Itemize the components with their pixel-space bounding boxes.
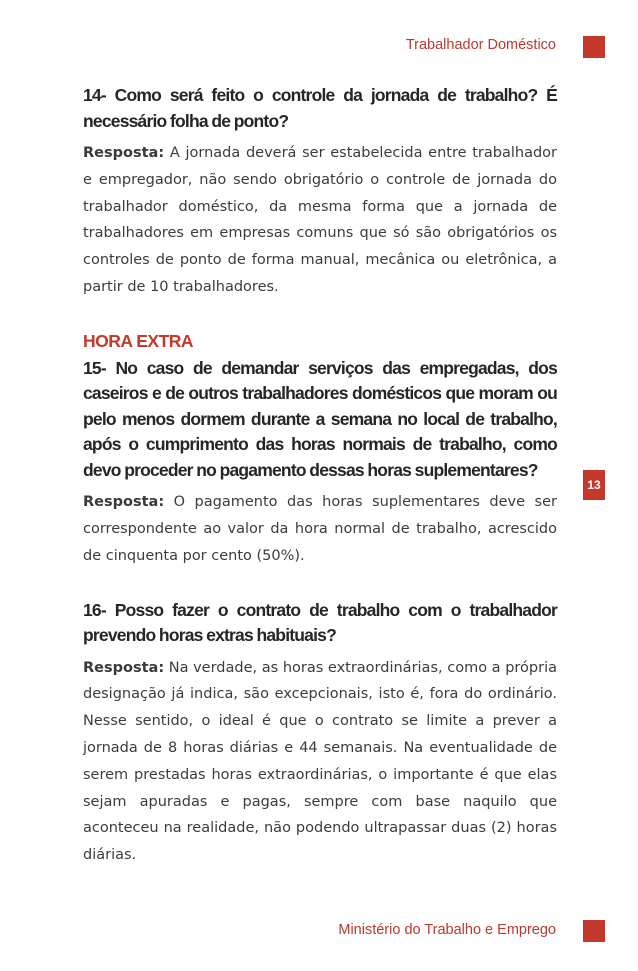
answer-label: Resposta: — [83, 145, 165, 161]
section-title: HORA EXTRA — [83, 330, 194, 351]
question-14: 14- Como será feito o controle da jornada de trabalho? É necessário folha de ponto? — [83, 85, 557, 131]
page-content — [83, 83, 557, 869]
page-number-tab: 13 — [583, 470, 605, 500]
qa-block-15 — [83, 356, 557, 570]
header-title: Trabalhador Doméstico — [405, 37, 556, 53]
answer-14 — [83, 140, 557, 301]
qa-block-14 — [83, 83, 557, 301]
answer-16 — [83, 655, 557, 869]
answer-text: Na verdade, as horas extraordinárias, como a própria designação já indica, são excepcionais, isto é, fora do ordinário. Nesse sentido, o ideal é que o contrato se limite a prever a jornada de 8 horas diárias e 44 semanais. Na eventualidade de serem prestadas horas extraordinárias, o importante é que elas sejam apuradas e pagas, sempre com base naquilo que aconteceu na realidade, não podendo ultrapassar duas (2) horas diárias. — [83, 659, 557, 864]
answer-text: A jornada deverá ser estabelecida entre trabalhador e empregador, não sendo obrigatório o controle de jornada do trabalhador doméstico, da mesma forma que a jornada de trabalhadores em empresas comuns que só são obrigatórios os controles de ponto de forma manual, mecânica ou eletrônica, a partir de 10 trabalhadores. — [83, 145, 558, 295]
question-16: 16- Posso fazer o contrato de trabalho com o trabalhador prevendo horas extras habituais? — [83, 599, 557, 646]
header-corner-square — [583, 36, 605, 58]
answer-label: Resposta: — [83, 659, 165, 676]
footer-title: Ministério do Trabalho e Emprego — [338, 922, 556, 938]
footer-corner-square — [583, 920, 605, 942]
qa-block-16 — [83, 598, 557, 869]
answer-label: Resposta: — [83, 494, 165, 511]
answer-text: O pagamento das horas suplementares deve ser correspondente ao valor da hora normal de trabalho, acrescido de cinquenta por cento (50%). — [83, 494, 557, 564]
question-15: 15- No caso de demandar serviços das empregadas, dos caseiros e de outros trabalhadores domésticos que moram ou pelo menos dormem durante a semana no local de trabalho, após o cumprimento das horas normais de trabalho, como devo proceder no pagamento dessas horas suplementares? — [83, 357, 557, 480]
answer-15 — [83, 489, 557, 569]
